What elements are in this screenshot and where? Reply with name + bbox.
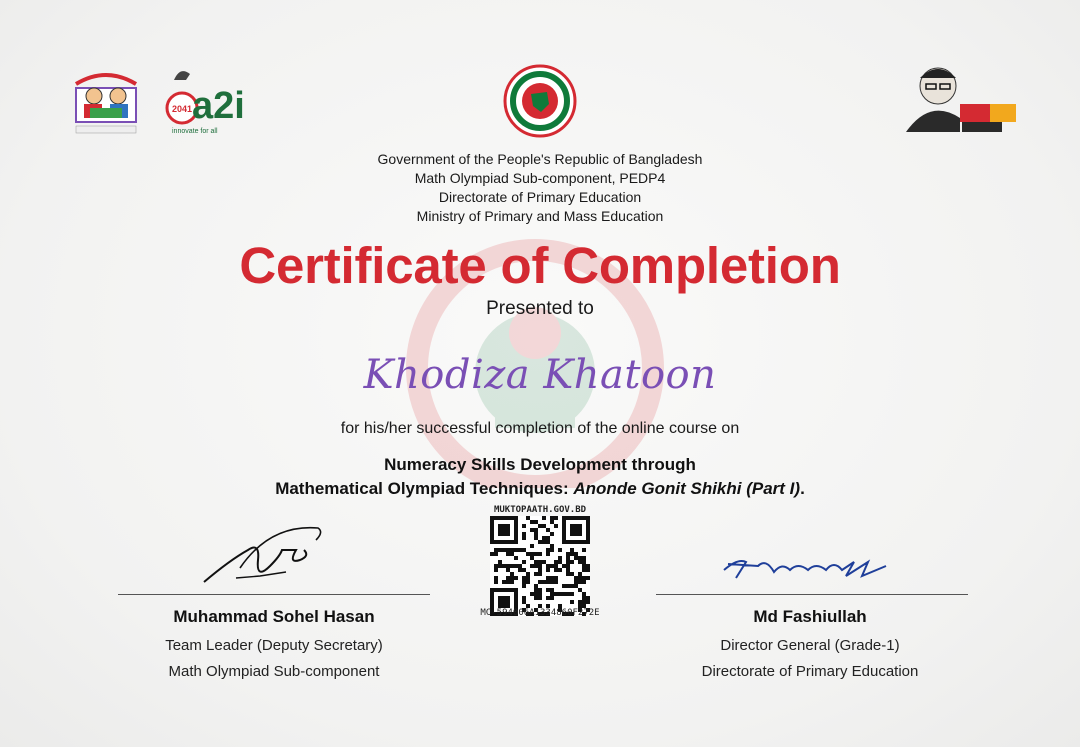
a2i-tagline: innovate for all [172,128,218,135]
signature-right [718,548,894,584]
verification-qr-code[interactable] [490,516,590,616]
signer-right-block [645,607,975,685]
course-title [0,453,1080,501]
signer-left-title: Team Leader (Deputy Secretary) [165,637,383,654]
certificate-code: MC-594006A1334860F272E [480,608,600,618]
government-seal-icon [503,64,577,138]
issuer-header [0,150,1080,226]
a2i-badge-text: 2041 [171,104,193,114]
signer-left-unit: Math Olympiad Sub-component [168,663,380,680]
signer-right-unit: Directorate of Primary Education [701,663,919,680]
signer-left-block [109,607,439,685]
signer-right-title: Director General (Grade-1) [720,637,900,654]
a2i-wordmark: a2i [192,85,245,127]
mujib-100-logo-icon [900,58,1020,138]
recipient-name: Khodiza Khatoon [363,352,717,398]
header-line-directorate: Directorate of Primary Education [438,189,642,205]
course-title-period: . [800,479,805,498]
signature-left [200,520,330,592]
header-line-government: Government of the People's Republic of Bangladesh [377,151,703,167]
signature-line-right [656,594,968,595]
dpe-logo-icon [70,66,142,136]
course-title-line2-text: Mathematical Olympiad Techniques: [275,479,574,498]
header-line-ministry: Ministry of Primary and Mass Education [416,208,664,224]
qr-website-label: MUKTOPAATH.GOV.BD [493,505,587,515]
course-title-line1: Numeracy Skills Development through [384,455,696,474]
certificate-title: Certificate of Completion [239,237,841,294]
course-subtitle: Anonde Gonit Shikhi (Part I) [573,479,801,498]
signature-line-left [118,594,430,595]
header-line-component: Math Olympiad Sub-component, PEDP4 [414,170,666,186]
presented-to-label: Presented to [486,298,594,319]
signer-left-name: Muhammad Sohel Hasan [173,607,375,626]
completion-statement: for his/her successful completion of the online course on [340,420,740,437]
signer-right-name: Md Fashiullah [753,607,867,626]
course-title-line2 [0,477,1080,501]
